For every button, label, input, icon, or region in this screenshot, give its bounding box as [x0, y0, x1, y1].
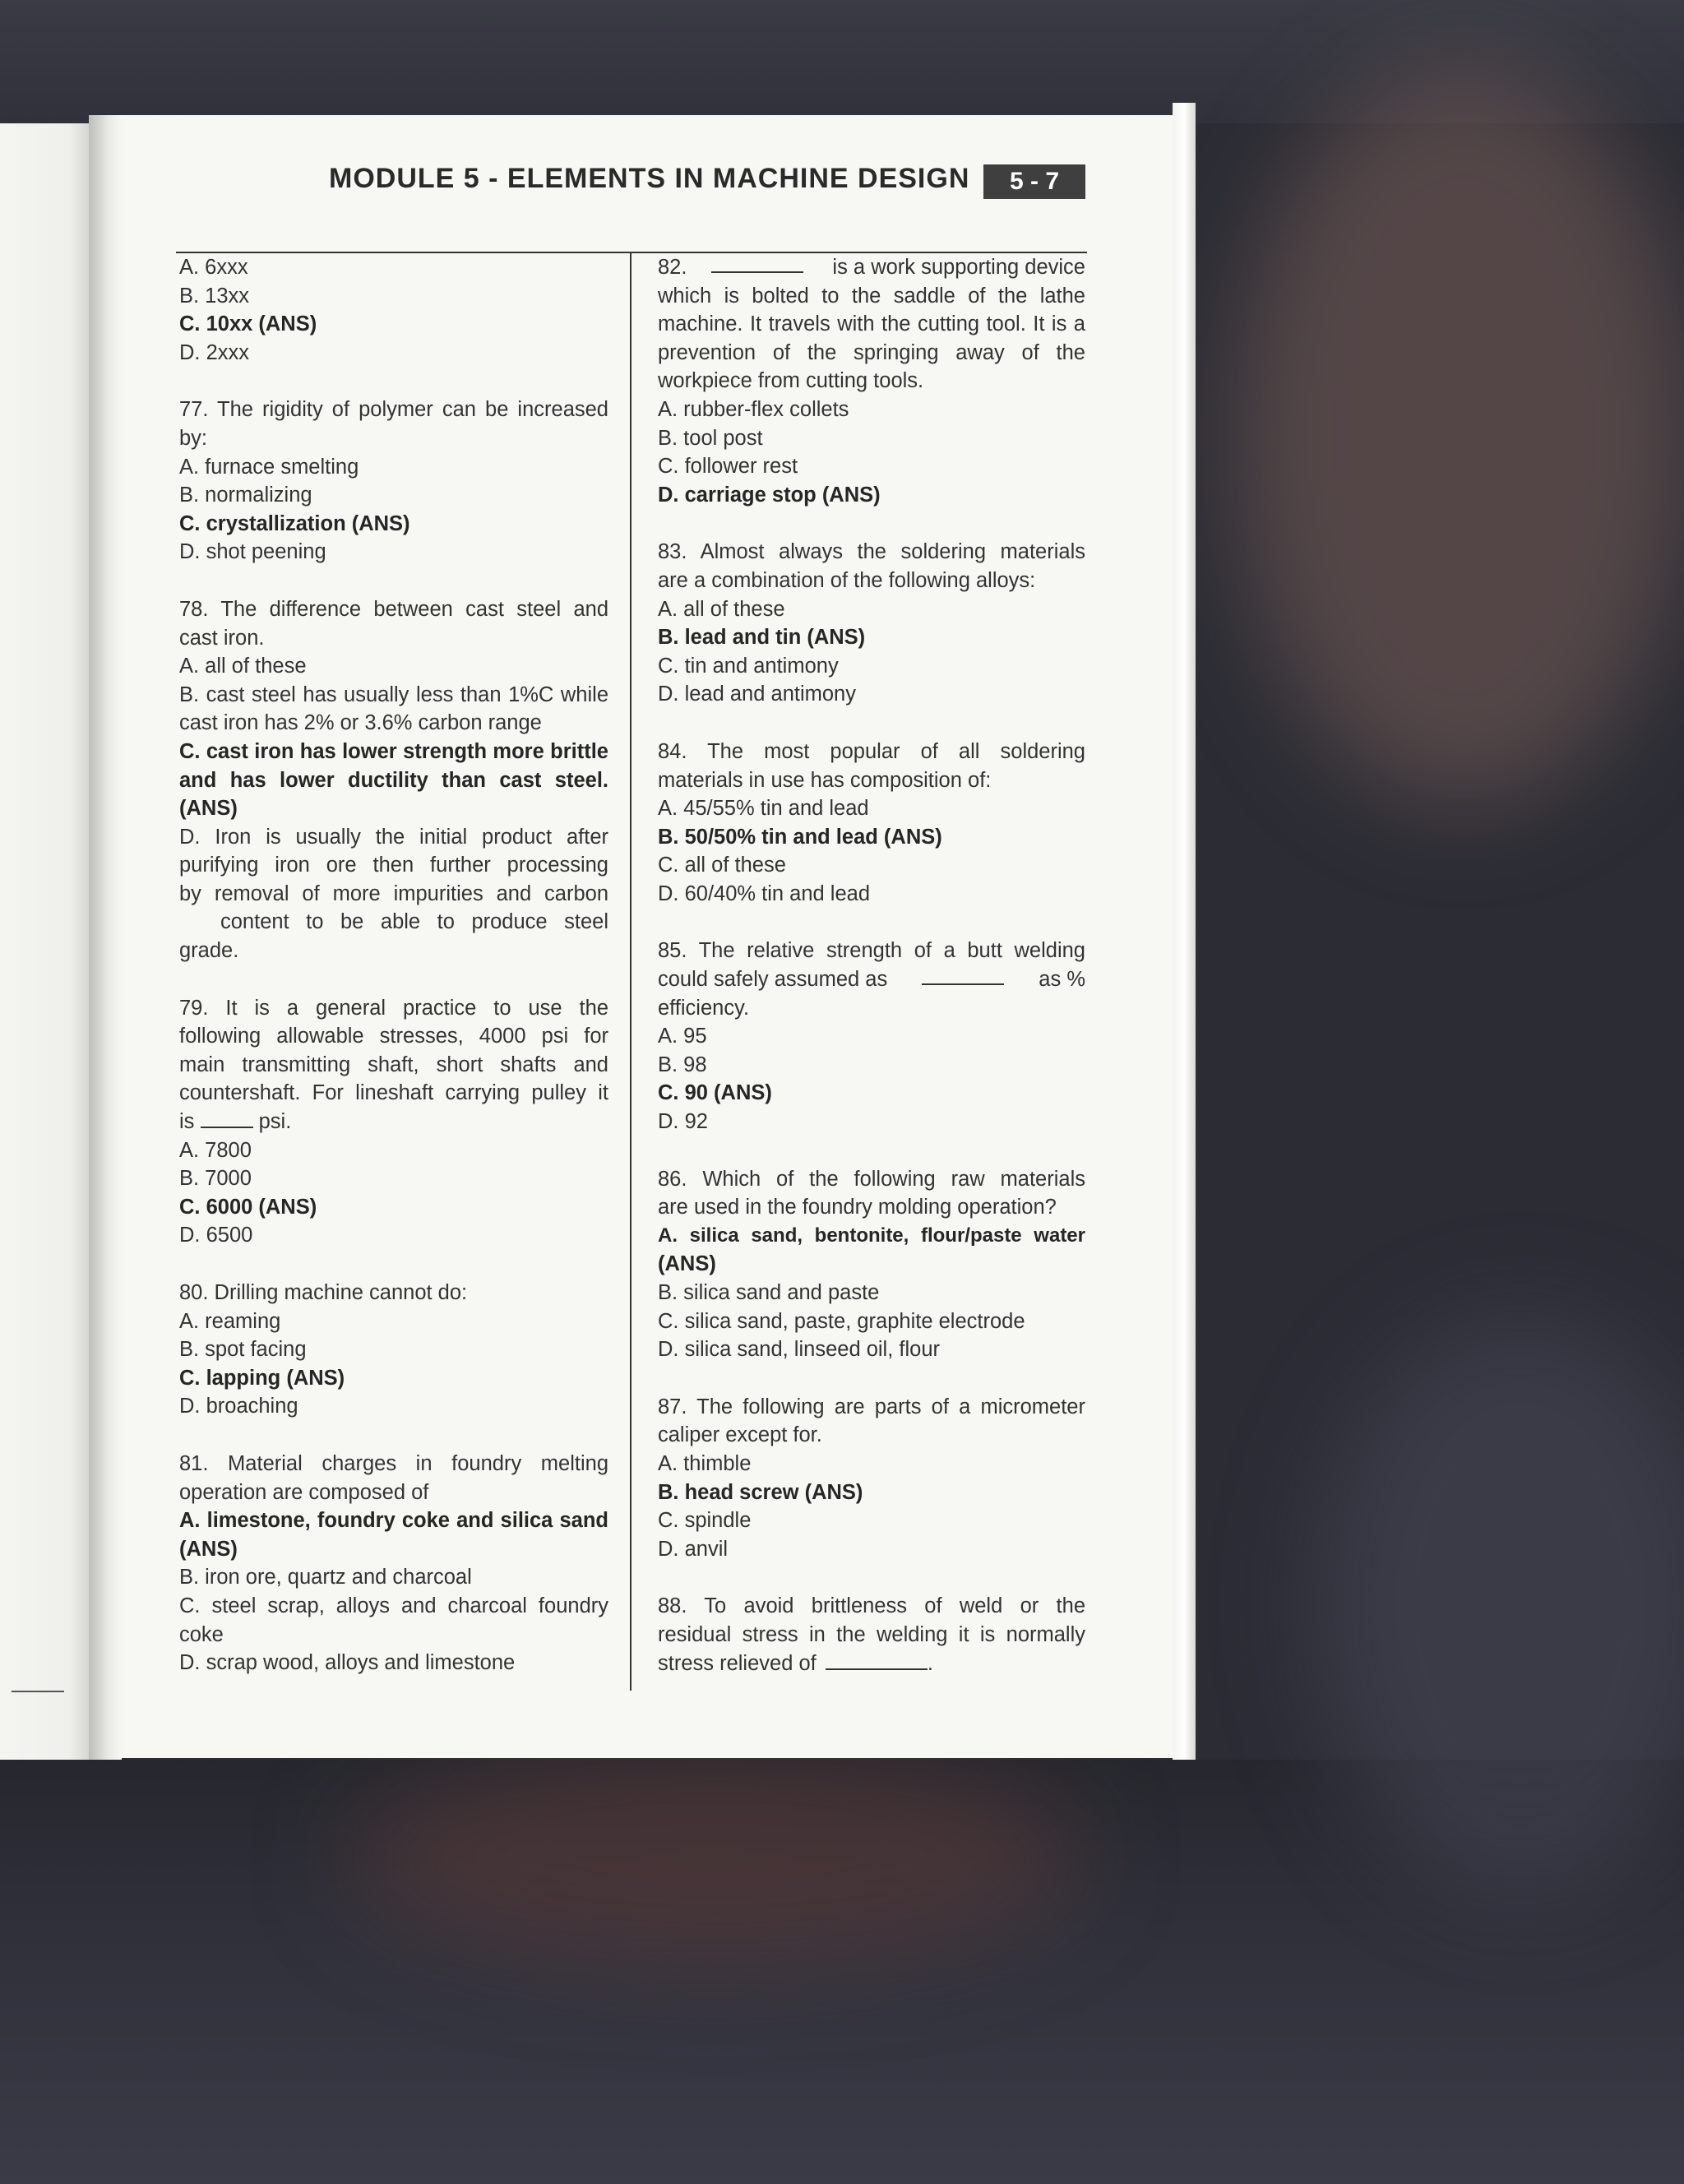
column-divider: [630, 252, 632, 1691]
option: D. lead and antimony: [658, 682, 856, 706]
option: A. 6xxx: [179, 256, 248, 279]
question-text-part: .: [927, 1651, 933, 1675]
page-edge: [1173, 103, 1196, 1760]
answer-option: B. lead and tin (ANS): [658, 626, 866, 650]
option: D. 6500: [179, 1224, 253, 1247]
option: B. silica sand and paste: [658, 1281, 880, 1304]
option: by removal of more impurities and carbon: [179, 881, 608, 905]
question-text: 77. The rigidity of polymer can be increased: [179, 398, 608, 422]
question-text: materials in use has composition of:: [658, 768, 992, 792]
option: D. scrap wood, alloys and limestone: [179, 1651, 516, 1675]
question-text: [658, 965, 1085, 994]
answer-option: B. 50/50% tin and lead (ANS): [658, 825, 942, 849]
question-text: 84. The most popular of all soldering: [658, 739, 1085, 763]
option: B. 13xx: [179, 284, 250, 308]
answer-option: C. 6000 (ANS): [179, 1195, 317, 1219]
option: D. 2xxx: [179, 340, 250, 364]
answer-option: C. cast iron has lower strength more brittle: [179, 739, 608, 763]
option: cast iron has 2% or 3.6% carbon range: [179, 711, 542, 735]
question-76-options: [179, 253, 608, 367]
question-text: [179, 1108, 608, 1136]
question-text-part: is a work supporting device: [832, 256, 1085, 279]
question-86: [658, 1165, 1085, 1364]
facing-page-rule: [12, 1691, 64, 1692]
page-header-title: MODULE 5 - ELEMENTS IN MACHINE DESIGN: [329, 163, 970, 194]
option: D. 60/40% tin and lead: [658, 881, 871, 905]
option: B. cast steel has usually less than 1%C while: [179, 682, 608, 706]
answer-option: and has lower ductility than cast steel.: [179, 768, 608, 792]
question-text: are used in the foundry molding operation?: [658, 1196, 1057, 1219]
answer-option: (ANS): [179, 1537, 238, 1561]
answer-option: B. head screw (ANS): [658, 1480, 863, 1504]
option: D. shot peening: [179, 540, 326, 564]
facing-page-edge: [0, 123, 99, 1760]
right-column: [658, 253, 1085, 1677]
question-text-part: psi.: [258, 1110, 292, 1134]
option: B. spot facing: [179, 1338, 307, 1362]
answer-option: D. carriage stop (ANS): [658, 483, 881, 507]
answer-option: A. limestone, foundry coke and silica sand: [179, 1509, 608, 1533]
question-text: 85. The relative strength of a butt welding: [658, 939, 1085, 963]
question-81: [179, 1450, 608, 1677]
question-text: [658, 1650, 1085, 1678]
option: coke: [179, 1622, 224, 1646]
question-text: following allowable stresses, 4000 psi for: [179, 1025, 608, 1048]
option: C. all of these: [658, 854, 786, 877]
background-glow: [1233, 66, 1684, 806]
answer-option: (ANS): [658, 1252, 716, 1276]
page-number-badge: 5 - 7: [983, 164, 1085, 199]
option: D. anvil: [658, 1537, 729, 1561]
answer-option: C. lapping (ANS): [179, 1366, 345, 1390]
question-82: [658, 253, 1085, 509]
question-88: [658, 1592, 1085, 1677]
option: purifying iron ore then further processing: [179, 854, 608, 877]
option: A. 7800: [179, 1138, 252, 1162]
answer-blank: [922, 965, 1004, 985]
option: D. silica sand, linseed oil, flour: [658, 1338, 940, 1362]
question-text: 80. Drilling machine cannot do:: [179, 1281, 468, 1304]
question-77: [179, 396, 608, 567]
option: B. 98: [658, 1053, 707, 1076]
question-text: 78. The difference between cast steel and: [179, 597, 608, 621]
question-text: are a combination of the following alloys:: [658, 568, 1036, 592]
question-text: 88. To avoid brittleness of weld or the: [658, 1594, 1085, 1618]
question-text: 81. Material charges in foundry melting: [179, 1451, 608, 1475]
answer-blank: [711, 253, 803, 273]
question-text: machine. It travels with the cutting tool. It is a: [658, 312, 1085, 336]
question-80: [179, 1279, 608, 1421]
question-text: main transmitting shaft, short shafts and: [179, 1053, 608, 1076]
question-text: which is bolted to the saddle of the lathe: [658, 284, 1085, 308]
option: A. rubber-flex collets: [658, 397, 849, 421]
option: C. silica sand, paste, graphite electrode: [658, 1309, 1025, 1333]
answer-option: C. crystallization (ANS): [179, 511, 410, 535]
answer-blank: [201, 1108, 253, 1128]
answer-option: A. silica sand, bentonite, flour/paste water: [658, 1224, 1085, 1247]
option: grade.: [179, 939, 239, 963]
option: C. spindle: [658, 1509, 752, 1533]
option: D. Iron is usually the initial product after: [179, 825, 608, 849]
option: A. thimble: [658, 1451, 752, 1475]
question-text-part: stress relieved of: [658, 1651, 817, 1675]
question-79: [179, 994, 608, 1250]
option: B. 7000: [179, 1167, 252, 1191]
left-column: [179, 253, 608, 1677]
question-text: workpiece from cutting tools.: [658, 369, 924, 393]
question-text: caliper except for.: [658, 1423, 822, 1447]
question-78: [179, 595, 608, 965]
option: A. furnace smelting: [179, 455, 359, 479]
question-text: prevention of the springing away of the: [658, 340, 1085, 364]
question-text: residual stress in the welding it is normally: [658, 1622, 1085, 1646]
option: content to be able to produce steel: [220, 910, 608, 934]
option: D. 92: [658, 1110, 708, 1134]
option: B. iron ore, quartz and charcoal: [179, 1566, 472, 1589]
question-text-part: is: [179, 1110, 195, 1134]
question-text-part: 82.: [658, 256, 687, 279]
answer-option: C. 90 (ANS): [658, 1081, 772, 1105]
answer-blank: [826, 1650, 928, 1670]
question-text: efficiency.: [658, 996, 750, 1020]
question-87: [658, 1393, 1085, 1564]
option: A. 95: [658, 1025, 707, 1048]
option: A. 45/55% tin and lead: [658, 797, 869, 821]
question-text: cast iron.: [179, 626, 265, 650]
option: D. broaching: [179, 1395, 298, 1418]
question-text: [658, 253, 1085, 282]
option: C. tin and antimony: [658, 654, 839, 678]
option: A. reaming: [179, 1309, 281, 1333]
option: B. normalizing: [179, 484, 312, 507]
question-83: [658, 538, 1085, 709]
question-text: by:: [179, 426, 208, 450]
question-text: 79. It is a general practice to use the: [179, 996, 608, 1020]
option: C. follower rest: [658, 455, 798, 479]
question-text: 86. Which of the following raw materials: [658, 1167, 1085, 1191]
question-text-part: as %: [1039, 968, 1085, 992]
question-text: 87. The following are parts of a micrometer: [658, 1395, 1085, 1418]
question-text: 83. Almost always the soldering materials: [658, 540, 1085, 564]
question-text: countershaft. For lineshaft carrying pulley it: [179, 1081, 608, 1105]
option: A. all of these: [179, 655, 307, 678]
answer-option: C. 10xx (ANS): [179, 312, 317, 336]
option: B. tool post: [658, 426, 763, 450]
question-text-part: could safely assumed as: [658, 968, 888, 992]
book-spine-shadow: [89, 115, 122, 1760]
answer-option: (ANS): [179, 797, 238, 821]
option: A. all of these: [658, 597, 785, 621]
background-glow: [345, 1751, 1085, 1965]
question-text: operation are composed of: [179, 1480, 429, 1504]
option: C. steel scrap, alloys and charcoal foundry: [179, 1594, 608, 1617]
question-84: [658, 738, 1085, 909]
question-85: [658, 937, 1085, 1136]
